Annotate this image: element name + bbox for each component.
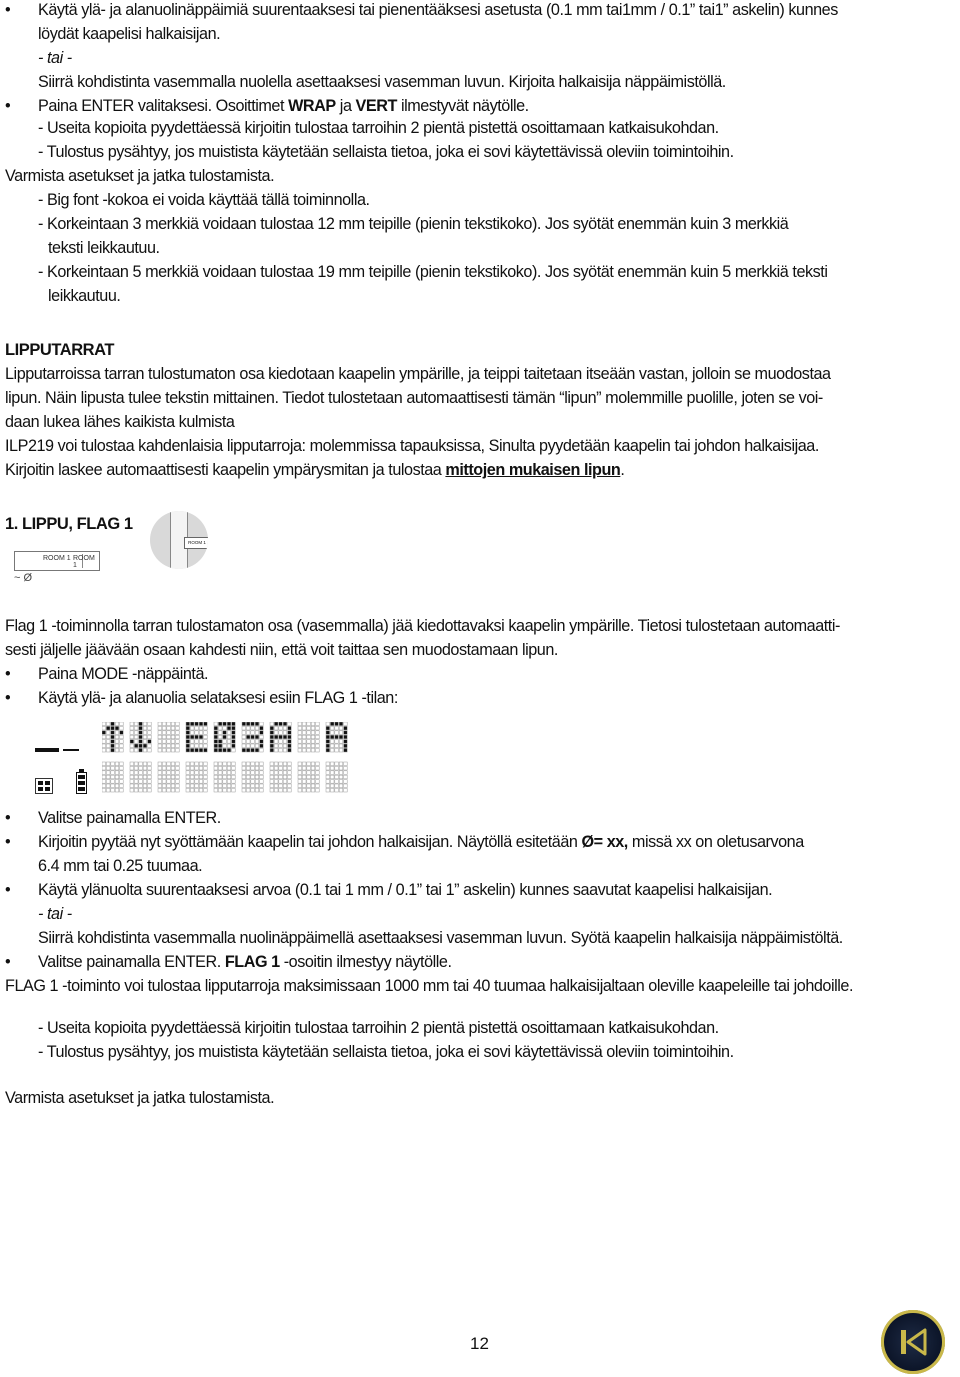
line-text <box>38 1042 734 1062</box>
text-run: Flag 1 -toiminnolla tarran tulostamaton osa (vasemmalla) jää kiedottavaksi kaapelin ympärille. Tietosi tulostetaan automaatti- <box>5 617 840 635</box>
page-number: 12 <box>470 1334 489 1353</box>
text-run: - Useita kopioita pyydettäessä kirjoitin tulostaa tarroihin 2 pientä pistettä osoittamaan katkaisukohdan. <box>38 119 719 137</box>
text-run: 1. LIPPU, FLAG 1 <box>5 515 133 533</box>
text-run: FLAG 1 -toiminto voi tulostaa lipputarroja maksimissaan 1000 mm tai 40 tuumaa halkaisijaltaan oleville kaapeleille tai johdoille. <box>5 977 854 995</box>
tape-cell: ROOM 1 <box>43 555 71 562</box>
line-text <box>5 514 133 534</box>
bullet-icon: • <box>5 689 11 707</box>
text-run: - Tulostus pysähtyy, jos muistista käytetään sellaista tietoa, joka ei sovi käytettävissä oleviin toimintoihin. <box>38 1043 734 1061</box>
text-run: Valitse painamalla ENTER. <box>38 809 221 827</box>
bullet-icon: • <box>5 953 11 971</box>
bullet-icon: • <box>5 881 11 899</box>
text-run: Käytä ylä- ja alanuolia selataksesi esiin FLAG 1 -tilan: <box>38 689 398 707</box>
bullet-icon: • <box>5 809 11 827</box>
text-run: Varmista asetukset ja jatka tulostamista. <box>5 1089 275 1107</box>
text-run: - tai - <box>38 49 72 67</box>
line-text <box>38 142 734 162</box>
text-run: Varmista asetukset ja jatka tulostamista. <box>5 167 275 185</box>
text-run: Paina MODE -näppäintä. <box>38 665 209 683</box>
lcd-cursor-icon <box>63 749 79 751</box>
line-text <box>38 262 827 282</box>
line-text <box>5 1088 274 1108</box>
line-text <box>5 616 840 636</box>
text-run: . <box>620 461 625 479</box>
bullet-icon: • <box>5 665 11 683</box>
bullet-icon: • <box>5 97 11 115</box>
lcd-cursor-icon <box>35 748 59 752</box>
line-text <box>38 808 221 828</box>
battery-icon <box>76 772 87 794</box>
text-run: teksti leikkautuu. <box>48 239 160 257</box>
text-run: Lipputarroissa tarran tulostumaton osa kiedotaan kaapelin ympärille, ja teippi taitetaan itseään vastan, jolloin se muodostaa <box>5 365 831 383</box>
text-run: leikkautuu. <box>48 287 121 305</box>
line-text <box>38 904 72 924</box>
text-run: LIPPUTARRAT <box>5 341 115 359</box>
line-text <box>38 688 398 708</box>
text-run: missä xx on oletusarvona <box>627 833 804 851</box>
mode-indicator-icon <box>35 778 53 794</box>
text-run: Siirrä kohdistinta vasemmalla nuolinäppäimellä asettaaksesi vasemman luvun. Syötä kaapelin halkaisija näppäimistöltä. <box>38 929 843 947</box>
line-text <box>38 48 72 68</box>
line-text <box>5 640 558 660</box>
diameter-symbol: ~ Ø <box>14 572 33 584</box>
line-text <box>38 880 772 900</box>
cable-flag-magnifier <box>150 511 208 569</box>
text-run: 6.4 mm tai 0.25 tuumaa. <box>38 857 203 875</box>
line-text <box>38 0 838 20</box>
line-text <box>38 214 788 234</box>
line-text <box>5 412 234 432</box>
line-text <box>5 388 823 408</box>
line-text <box>38 832 804 852</box>
text-run: FLAG 1 <box>224 953 280 971</box>
text-run: Käytä ylä- ja alanuolinäppäimiä suurentaaksesi tai pienentääksesi asetusta (0.1 mm tai1mm / 0.1” tai1” askelin) kunnes <box>38 1 838 19</box>
line-text <box>5 460 624 480</box>
line-text <box>38 24 220 44</box>
emphasis-link: mittojen mukaisen lipun <box>445 461 621 479</box>
line-text <box>48 286 120 306</box>
text-run: Valitse painamalla ENTER. <box>38 953 225 971</box>
bullet-icon: • <box>5 833 11 851</box>
line-text <box>38 664 208 684</box>
text-run: - Big font -kokoa ei voida käyttää tällä toiminnolla. <box>38 191 370 209</box>
text-run: daan lukea lähes kaikista kulmista <box>5 413 235 431</box>
text-run: - Useita kopioita pyydettäessä kirjoitin tulostaa tarroihin 2 pientä pistettä osoittamaan katkaisukohdan. <box>38 1019 719 1037</box>
line-text <box>5 364 831 384</box>
text-run: - Korkeintaan 5 merkkiä voidaan tulostaa 19 mm teipille (pienin tekstikoko). Jos syötät enemmän kuin 5 merkkiä teksti <box>38 263 828 281</box>
text-run: Kirjoitin laskee automaattisesti kaapelin ympärysmitan ja tulostaa <box>5 461 446 479</box>
text-run: - Tulostus pysähtyy, jos muistista käytetään sellaista tietoa, joka ei sovi käytettävissä oleviin toimintoihin. <box>38 143 734 161</box>
text-run: Käytä ylänuolta suurentaaksesi arvoa (0.1 tai 1 mm / 0.1” tai 1” askelin) kunnes saavutat kaapelisi halkaisijan. <box>38 881 773 899</box>
text-run: WRAP <box>288 97 336 115</box>
text-run: VERT <box>355 97 397 115</box>
line-text <box>38 928 843 948</box>
line-text <box>38 1018 719 1038</box>
text-run: Siirrä kohdistinta vasemmalla nuolella asettaaksesi vasemman luvun. Kirjoita halkaisija näppäimistöllä. <box>38 73 726 91</box>
text-run: ilmestyvät näytölle. <box>396 97 529 115</box>
text-run: Ø= xx, <box>581 833 628 851</box>
text-run: -osoitin ilmestyy näytölle. <box>279 953 452 971</box>
text-run: sesti jäljelle jäävään osaan kahdesti niin, että voit taittaa sen muodostamaan lipun. <box>5 641 558 659</box>
line-text <box>48 238 160 258</box>
text-run: - Korkeintaan 3 merkkiä voidaan tulostaa 12 mm teipille (pienin tekstikoko). Jos syötät enemmän kuin 3 merkkiä <box>38 215 789 233</box>
text-run: Paina ENTER valitaksesi. Osoittimet <box>38 97 289 115</box>
line-text <box>38 72 726 92</box>
first-page-button[interactable] <box>881 1310 945 1374</box>
line-text <box>5 166 274 186</box>
line-text <box>5 436 819 456</box>
line-text <box>38 856 202 876</box>
text-run: ILP219 voi tulostaa kahdenlaisia lipputarroja: molemmissa tapauksissa, Sinulta pyydetään kaapelin tai johdon halkaisijaa. <box>5 437 819 455</box>
lcd-matrix <box>102 722 522 802</box>
line-text <box>38 118 719 138</box>
tape-cell: ROOM 1 <box>73 555 95 569</box>
first-page-icon <box>881 1310 945 1374</box>
line-text <box>5 976 853 996</box>
line-text <box>38 190 370 210</box>
text-run: löydät kaapelisi halkaisijan. <box>38 25 221 43</box>
text-run: ja <box>335 97 356 115</box>
line-text <box>38 96 529 116</box>
line-text <box>5 340 114 360</box>
flag-label: ROOM 1 <box>184 537 208 549</box>
bullet-icon: • <box>5 1 11 19</box>
text-run: - tai - <box>38 905 72 923</box>
label-tape <box>14 551 100 571</box>
text-run: lipun. Näin lipusta tulee tekstin mittainen. Tiedot tulostetaan automaattisesti tämän “lipun” molemmille puolille, joten se voi- <box>5 389 823 407</box>
text-run: Kirjoitin pyytää nyt syöttämään kaapelin tai johdon halkaisijan. Näytöllä esitetään <box>38 833 582 851</box>
line-text <box>38 952 452 972</box>
